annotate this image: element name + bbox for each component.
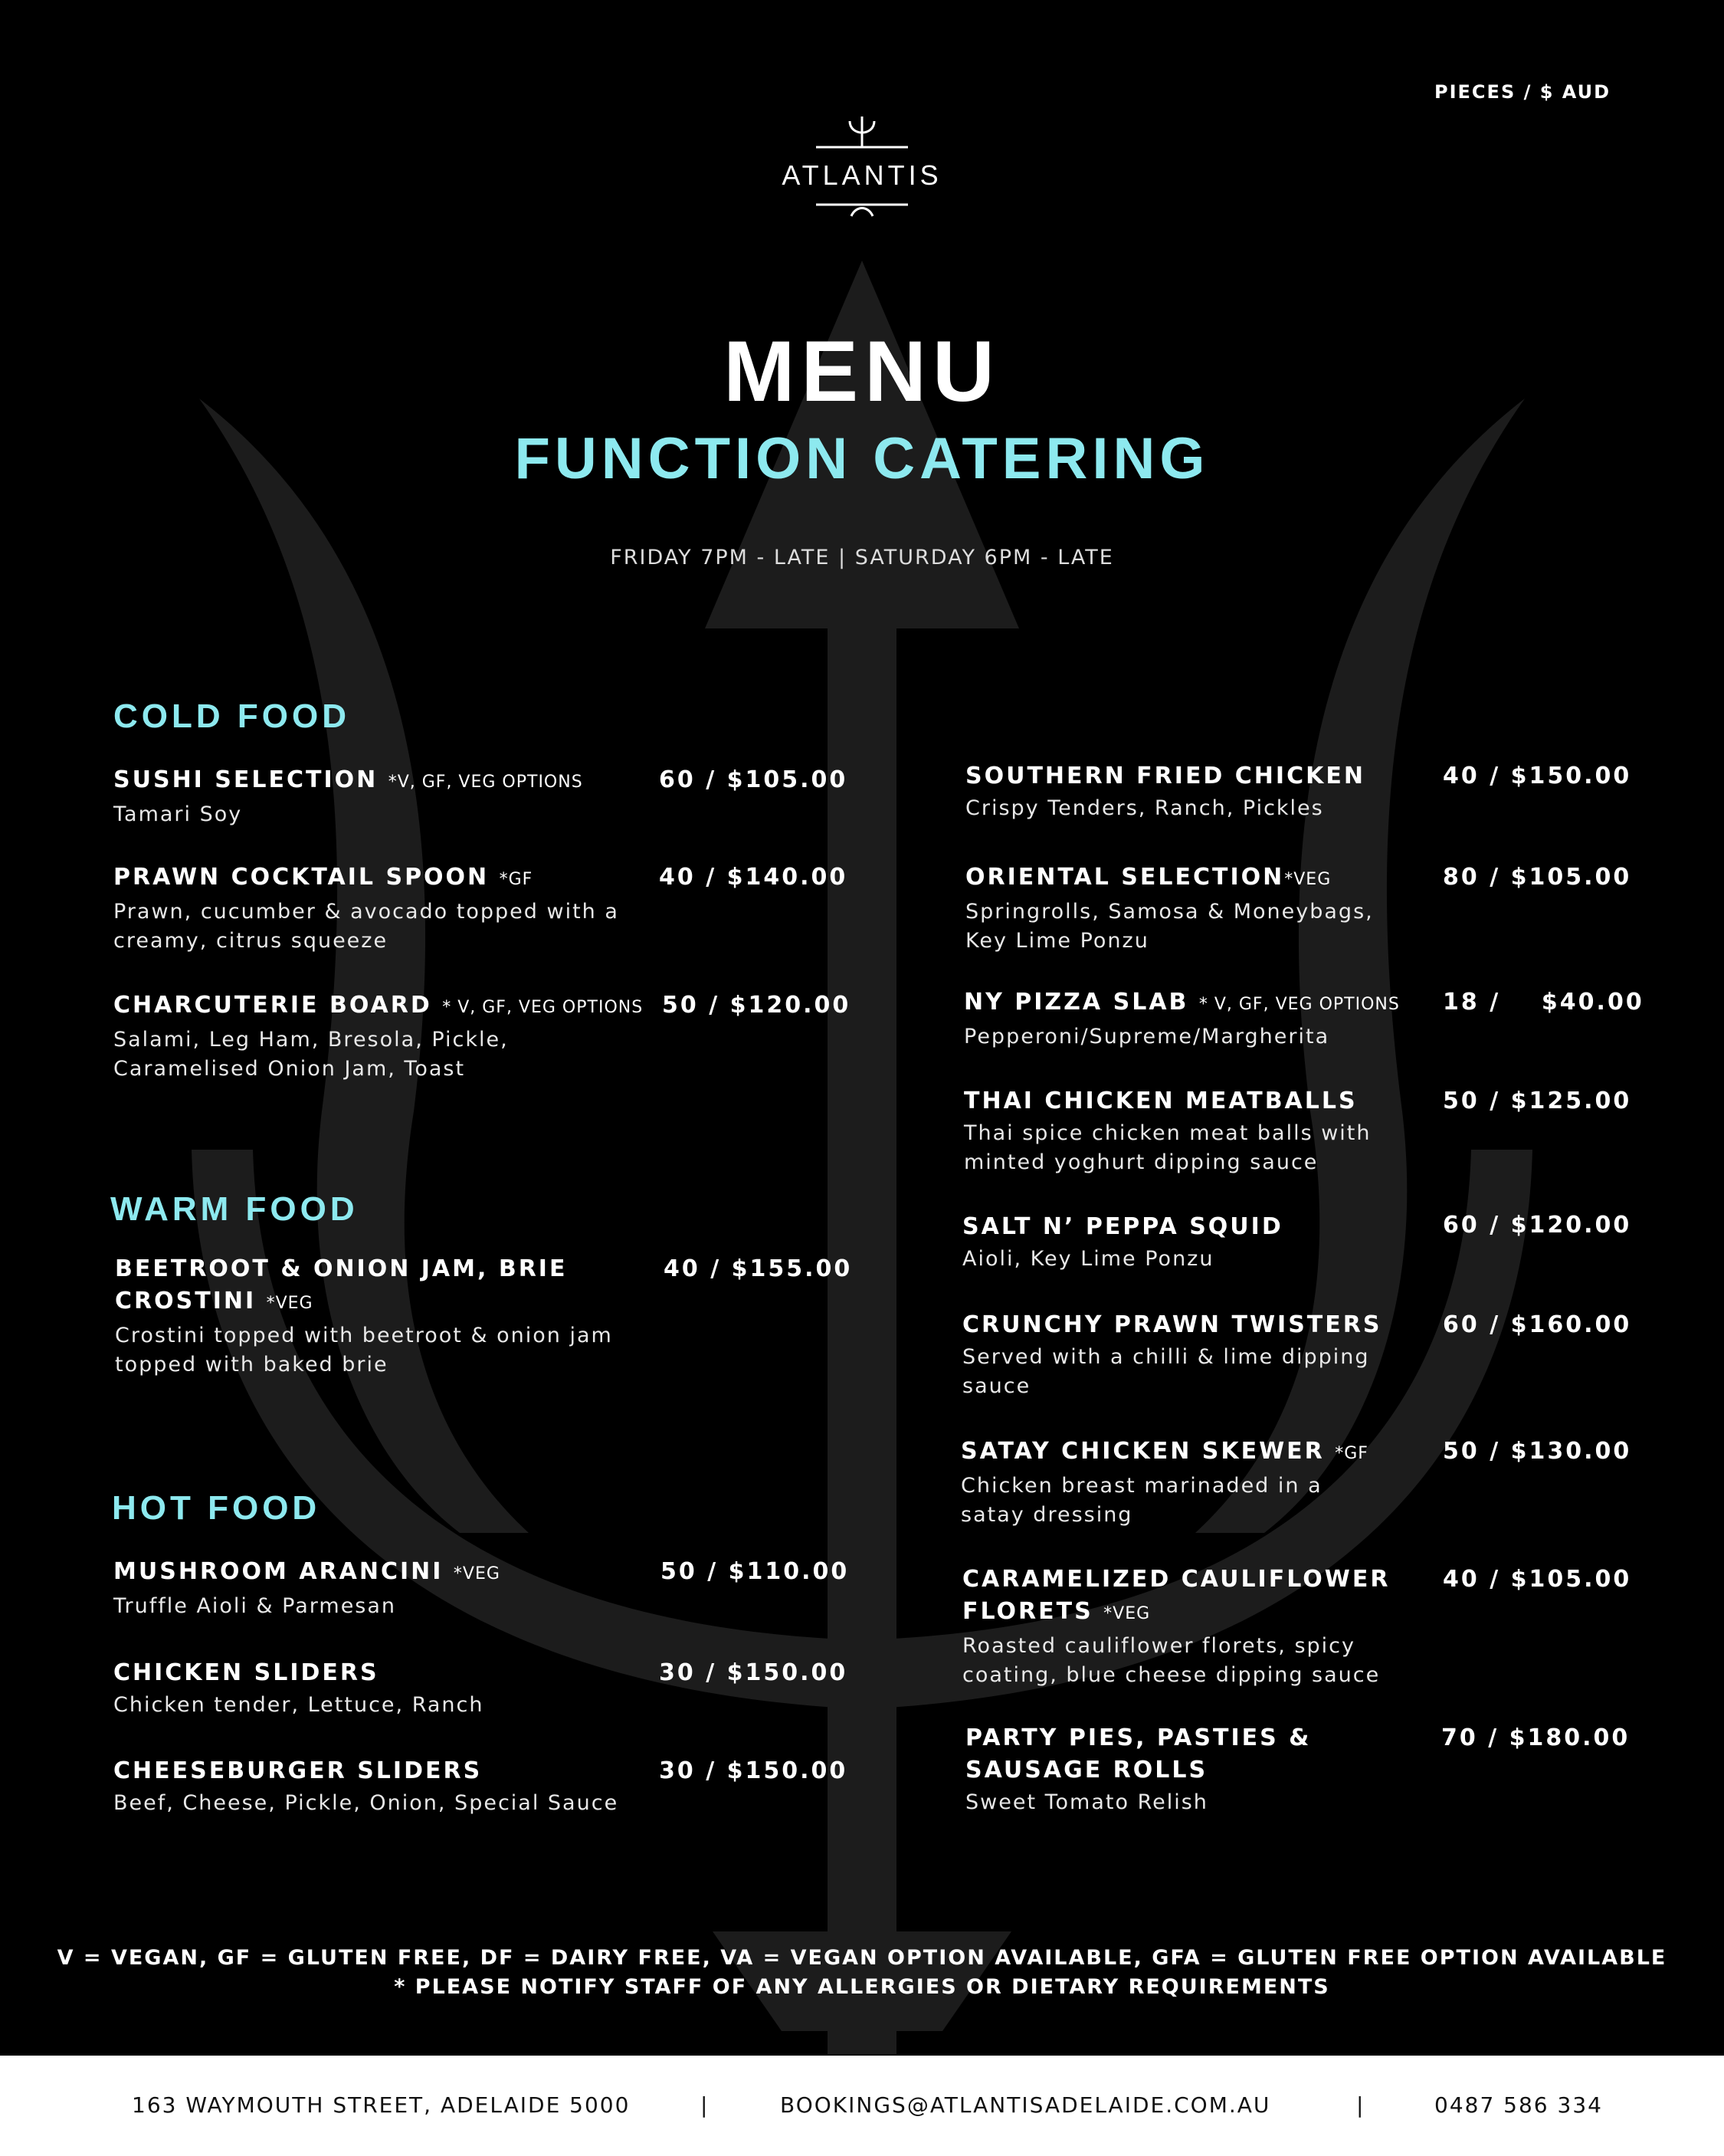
item-description: Prawn, cucumber & avocado topped with a creamy, citrus squeeze xyxy=(113,900,619,953)
item-tag: * V, GF, VEG OPTIONS xyxy=(1198,995,1400,1014)
menu-item xyxy=(965,760,1425,823)
menu-item xyxy=(113,861,634,956)
item-name: CRUNCHY PRAWN TWISTERS xyxy=(962,1311,1382,1338)
item-description: Aioli, Key Lime Ponzu xyxy=(962,1247,1214,1271)
menu-item xyxy=(113,1657,650,1720)
footer xyxy=(0,2056,1724,2156)
footer-email[interactable]: BOOKINGS@ATLANTISADELAIDE.COM.AU xyxy=(780,2092,1271,2118)
item-price: 40 / $105.00 xyxy=(1443,1566,1632,1593)
item-tag: * V, GF, VEG OPTIONS xyxy=(442,998,644,1017)
item-description: Served with a chilli & lime dipping sauce xyxy=(962,1345,1370,1398)
item-name: CHICKEN SLIDERS xyxy=(113,1659,379,1686)
footer-separator: | xyxy=(1356,2092,1365,2118)
item-name: PRAWN COCKTAIL SPOON xyxy=(113,864,490,891)
item-name: SATAY CHICKEN SKEWER xyxy=(961,1438,1325,1465)
item-price: 50 / $130.00 xyxy=(1443,1438,1632,1465)
item-name: ORIENTAL SELECTION xyxy=(965,864,1285,891)
item-description: Pepperoni/Supreme/Margherita xyxy=(964,1025,1330,1048)
item-price: 60 / $160.00 xyxy=(1443,1311,1632,1338)
section-hot-food: HOT FOOD xyxy=(112,1489,321,1527)
opening-hours: FRIDAY 7PM - LATE | SATURDAY 6PM - LATE xyxy=(610,546,1114,569)
item-name: CHEESEBURGER SLIDERS xyxy=(113,1757,483,1784)
item-tag: *GF xyxy=(1335,1444,1368,1463)
item-name: CARAMELIZED CAULIFLOWER FLORETS xyxy=(962,1566,1391,1625)
item-price: 40 / $140.00 xyxy=(659,864,848,891)
item-price: 50 / $110.00 xyxy=(660,1558,850,1585)
item-tag: *VEG xyxy=(266,1294,313,1313)
menu-item xyxy=(962,1564,1422,1690)
menu-item xyxy=(964,986,1439,1052)
menu-item xyxy=(962,1211,1422,1274)
dietary-legend xyxy=(0,1944,1724,2002)
menu-item xyxy=(113,1755,665,1818)
item-tag: *VEG xyxy=(1103,1604,1151,1623)
item-price: 50 / $125.00 xyxy=(1443,1088,1632,1114)
footer-separator: | xyxy=(700,2092,710,2118)
item-price: 80 / $105.00 xyxy=(1443,864,1632,891)
item-name: SUSHI SELECTION xyxy=(113,766,379,793)
item-name: SALT N’ PEPPA SQUID xyxy=(962,1213,1283,1240)
item-name: PARTY PIES, PASTIES & SAUSAGE ROLLS xyxy=(965,1724,1312,1784)
allergy-notice: * PLEASE NOTIFY STAFF OF ANY ALLERGIES OR DIETARY REQUIREMENTS xyxy=(394,1975,1330,1999)
item-name: SOUTHERN FRIED CHICKEN xyxy=(965,763,1365,789)
menu-item xyxy=(961,1436,1375,1530)
item-price: 50 / $120.00 xyxy=(662,992,851,1019)
item-price: 60 / $120.00 xyxy=(1443,1212,1632,1239)
page-subtitle: FUNCTION CATERING xyxy=(514,426,1210,491)
item-description: Beef, Cheese, Pickle, Onion, Special Sauce xyxy=(113,1791,619,1815)
brand-name: ATLANTIS xyxy=(782,159,942,191)
page-title: MENU xyxy=(723,323,1001,419)
item-tag: *GF xyxy=(499,870,533,889)
menu-item xyxy=(113,989,650,1084)
footer-address: 163 WAYMOUTH STREET, ADELAIDE 5000 xyxy=(132,2092,631,2118)
item-description: Tamari Soy xyxy=(113,802,243,826)
item-tag: *VEG xyxy=(453,1564,500,1583)
item-tag: *V, GF, VEG OPTIONS xyxy=(388,773,583,792)
menu-item xyxy=(964,1085,1393,1177)
menu-item xyxy=(962,1309,1391,1401)
menu-item xyxy=(113,764,650,829)
item-price: 30 / $150.00 xyxy=(659,1659,848,1686)
item-description: Salami, Leg Ham, Bresola, Pickle, Caramelised Onion Jam, Toast xyxy=(113,1028,509,1081)
item-description: Chicken tender, Lettuce, Ranch xyxy=(113,1693,484,1717)
section-cold-food: COLD FOOD xyxy=(113,697,350,735)
item-description: Crispy Tenders, Ranch, Pickles xyxy=(965,796,1324,820)
menu-item xyxy=(113,1556,650,1621)
footer-phone[interactable]: 0487 586 334 xyxy=(1434,2092,1603,2118)
item-name: MUSHROOM ARANCINI xyxy=(113,1558,444,1585)
item-price: 70 / $180.00 xyxy=(1441,1724,1631,1751)
item-description: Roasted cauliflower florets, spicy coating, blue cheese dipping sauce xyxy=(962,1634,1381,1687)
item-tag: *VEG xyxy=(1284,870,1332,889)
item-price: 40 / $155.00 xyxy=(664,1255,853,1282)
menu-item xyxy=(965,1722,1425,1817)
menu-item xyxy=(965,861,1395,956)
item-description: Chicken breast marinaded in a satay dressing xyxy=(961,1474,1322,1527)
item-price: 60 / $105.00 xyxy=(659,766,848,793)
item-description: Springrolls, Samosa & Moneybags, Key Lime Ponzu xyxy=(965,900,1374,953)
item-description: Sweet Tomato Relish xyxy=(965,1790,1208,1814)
item-name: BEETROOT & ONION JAM, BRIE CROSTINI xyxy=(115,1255,568,1314)
item-name: CHARCUTERIE BOARD xyxy=(113,992,432,1019)
item-name: THAI CHICKEN MEATBALLS xyxy=(964,1088,1358,1114)
legend-line: V = VEGAN, GF = GLUTEN FREE, DF = DAIRY FREE, VA = VEGAN OPTION AVAILABLE, GFA = GLUTEN FREE OPTION AVAILABLE xyxy=(57,1946,1667,1970)
item-description: Thai spice chicken meat balls with minted yoghurt dipping sauce xyxy=(964,1121,1372,1174)
menu-item xyxy=(115,1253,636,1380)
item-description: Crostini topped with beetroot & onion jam topped with baked brie xyxy=(115,1324,613,1377)
item-name: NY PIZZA SLAB xyxy=(964,989,1189,1016)
item-price: 30 / $150.00 xyxy=(659,1757,848,1784)
section-warm-food: WARM FOOD xyxy=(110,1190,359,1228)
units-note: PIECES / $ AUD xyxy=(1434,81,1611,103)
item-description: Truffle Aioli & Parmesan xyxy=(113,1594,397,1618)
item-price: 18 / $40.00 xyxy=(1443,989,1644,1016)
item-price: 40 / $150.00 xyxy=(1443,763,1632,789)
